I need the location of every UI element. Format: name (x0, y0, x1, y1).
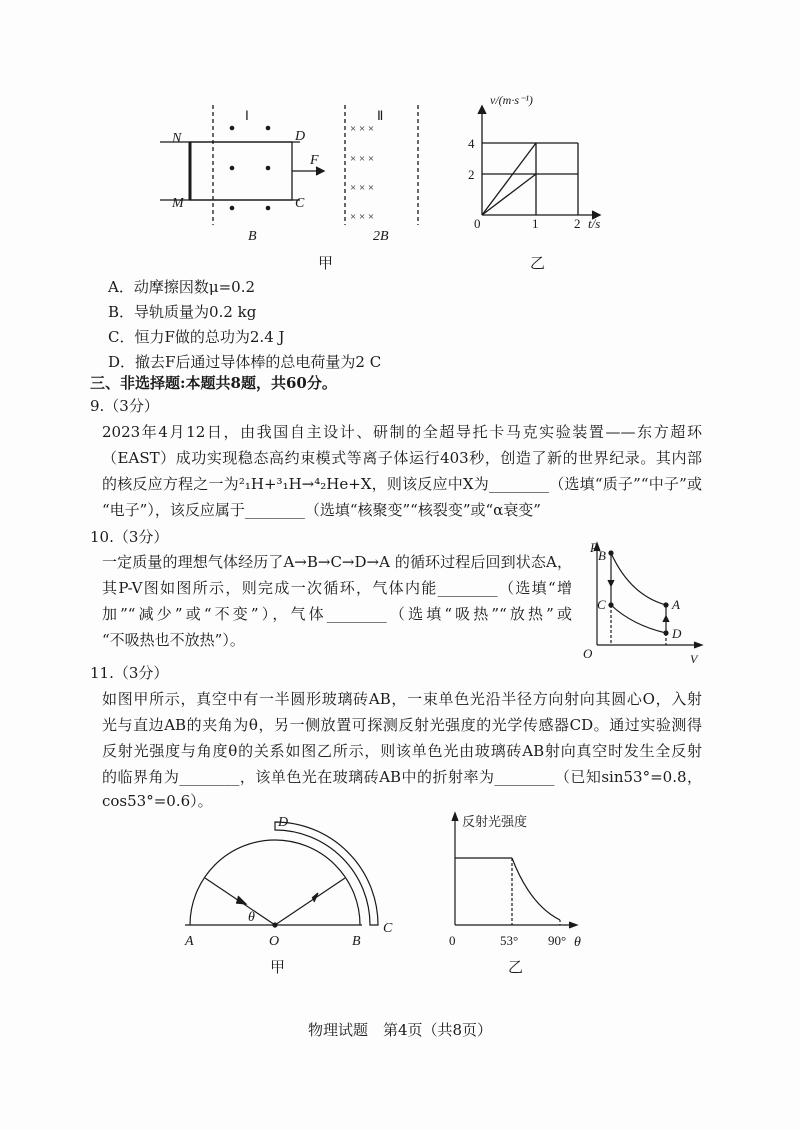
fig11-yi: 乙 (508, 960, 524, 976)
pv-P: P (590, 540, 598, 555)
q9-line: 2023年4月12日，由我国自主设计、研制的全超导托卡马克实验装置——东方超环 (102, 423, 702, 441)
q10-line: “不吸热也不放热”）。 (102, 631, 245, 649)
svg-text:× × ×: × × × (350, 182, 375, 194)
option-b: B．导轨质量为0.2 kg (108, 303, 257, 321)
ytick-2: 2 (468, 167, 475, 182)
region-II-label: Ⅱ (377, 108, 384, 123)
q10-line: 其P-V图如图所示，则完成一次循环，气体内能________（选填“增 (102, 579, 572, 597)
xtick-1: 1 (532, 216, 539, 231)
q9-number: 9.（3分） (90, 397, 159, 415)
pv-C: C (597, 597, 606, 612)
q10-number: 10.（3分） (90, 528, 169, 546)
intensity-graph (452, 813, 577, 928)
pv-diagram (594, 543, 702, 648)
q9-line: 的核反应方程之一为²₁H+³₁H→⁴₂He+X，则该反应中X为________（选填“质子”“中子”或 (102, 475, 702, 493)
pv-D: D (672, 626, 682, 641)
vt-graph (478, 106, 600, 219)
pv-A: A (672, 597, 680, 612)
semi-A: A (185, 934, 194, 949)
q11-number: 11.（3分） (90, 664, 169, 682)
sensor-D: D (278, 815, 289, 830)
semicircle-figure (185, 822, 378, 927)
intensity-xlabel: θ (574, 935, 581, 950)
option-d: D．撤去F后通过导体棒的总电荷量为2 C (108, 353, 382, 371)
point-D: D (295, 129, 306, 144)
q9-line: “电子”），该反应属于________（选填“核聚变”“核裂变”或“α衰变” (102, 501, 541, 519)
xtick-2: 2 (574, 216, 581, 231)
fig11-jia: 甲 (270, 960, 286, 976)
vt-ylabel: v/(m·s⁻¹) (490, 93, 533, 107)
region-I-label: Ⅰ (245, 108, 249, 123)
q11-line: 如图甲所示，真空中有一半圆形玻璃砖AB，一束单色光沿半径方向射向其圆心O，入射 (102, 690, 702, 708)
svg-text:× × ×: × × × (350, 211, 375, 223)
svg-text:× × ×: × × × (350, 123, 375, 135)
q11-line: 光与直边AB的夹角为θ，另一侧放置可探测反射光强度的光学传感器CD。通过实验测得 (102, 716, 702, 734)
xtick-53: 53° (500, 933, 519, 948)
xtick-0: 0 (449, 933, 456, 948)
q11-line: 的临界角为________，该单色光在玻璃砖AB中的折射率为________（已知sin53°=0.8， (102, 768, 702, 786)
q9-line: （EAST）成功实现稳态高约束模式等离子体运行403秒，创造了新的世界纪录。其内部 (102, 449, 702, 467)
field-B: B (248, 229, 257, 244)
pv-O: O (583, 646, 593, 661)
fig-jia-label: 甲 (318, 256, 334, 272)
force-F: F (310, 153, 319, 168)
fig-yi-label: 乙 (530, 256, 546, 272)
vt-xlabel: t/s (588, 216, 601, 231)
q11-line: 反射光强度与角度θ的关系如图乙所示，则该单色光由玻璃砖AB射向真空时发生全反射 (102, 742, 702, 760)
rail-figure (160, 105, 418, 225)
origin-0: 0 (474, 216, 481, 231)
field-2B: 2B (373, 229, 389, 244)
ytick-4: 4 (468, 136, 475, 151)
option-c: C．恒力F做的总功为2.4 J (108, 328, 285, 346)
intensity-ylabel: 反射光强度 (462, 814, 528, 829)
pv-V: V (690, 652, 698, 666)
q10-line: 加”“减少”或“不变”），气体________（选填“吸热”“放热”或 (102, 605, 572, 623)
sensor-C: C (383, 921, 393, 936)
xtick-90: 90° (548, 933, 567, 948)
section-heading: 三、非选择题:本题共8题，共60分。 (90, 374, 337, 392)
svg-text:× × ×: × × × (350, 153, 375, 165)
pv-B: B (598, 548, 606, 563)
option-a: A．动摩擦因数μ=0.2 (108, 278, 256, 296)
q11-line: cos53°=0.6）。 (102, 792, 213, 810)
theta-label: θ (248, 910, 255, 925)
point-C: C (295, 196, 305, 211)
semi-B: B (352, 934, 361, 949)
point-M: M (172, 196, 184, 211)
point-N: N (172, 131, 182, 146)
page-footer: 物理试题 第4页（共8页） (307, 1021, 493, 1039)
semi-O: O (269, 934, 280, 949)
q10-line: 一定质量的理想气体经历了A→B→C→D→A 的循环过程后回到状态A， (102, 553, 572, 571)
